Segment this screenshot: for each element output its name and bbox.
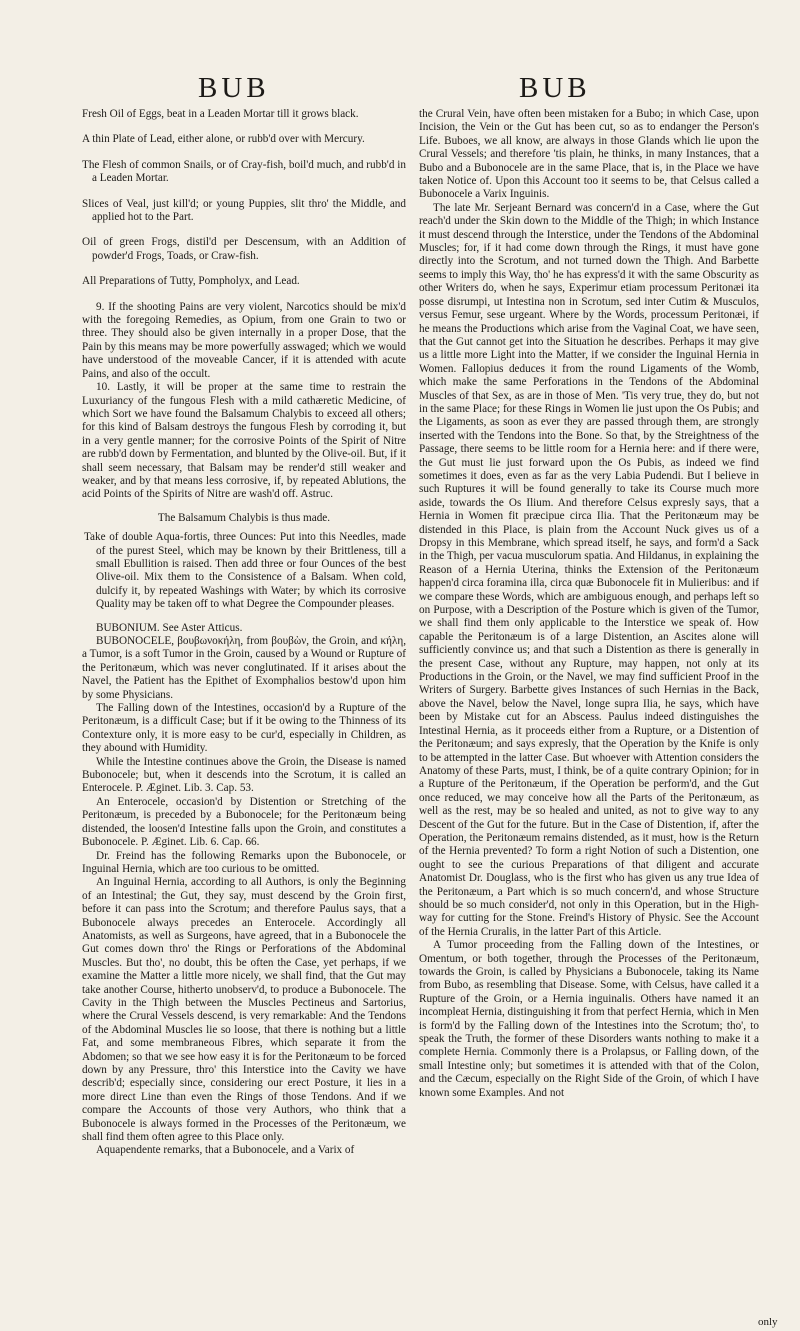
paragraph: Slices of Veal, just kill'd; or young Puppies, slit thro' the Middle, and applied hot to the Part. xyxy=(82,197,406,224)
entry-heading: BUBONIUM. See Aster Atticus. xyxy=(96,621,243,634)
paragraph: BUBONOCELE, βουβωνοκήλη, from βουβὼν, the Groin, and κήλη, a Tumor, is a soft Tumor in the Groin, caused by a Wound or Rupture of the Peritonæum, which was never conglutinated. If it arises about the Navel, the Patient has the Epithet of Exomphalios bestow'd upon him by some Physicians. xyxy=(82,635,406,701)
paragraph: The Falling down of the Intestines, occasion'd by a Rupture of the Peritonæum, is a difficult Case; but if it be owing to the Thinness of its Contexture only, it is more easy to be cur'd, especially in Children, as they abound with Humidity. xyxy=(82,702,406,755)
right-column xyxy=(419,108,759,1100)
recipe-text: Take of double Aqua-fortis, three Ounces: Put into this Needles, made of the purest Steel, which may be known by their Brittleness, till a small Ebullition is raised. Then add three or four Ounces of the best Olive-oil. Mix them to the Consistence of a Balsam. When cold, dulcify it, by repeated Washings with Water; by which its corrosive Quality may be taken off to what Degree the Compounder pleases. xyxy=(84,531,406,611)
paragraph: Oil of green Frogs, distil'd per Descensum, with an Addition of powder'd Frogs, Toads, or Craw-fish. xyxy=(82,236,406,262)
paragraph: All Preparations of Tutty, Pompholyx, and Lead. xyxy=(82,275,300,288)
header-right-word: BUB xyxy=(519,72,591,104)
running-header xyxy=(0,72,800,112)
paragraph: 9. If the shooting Pains are very violent, Narcotics should be mix'd with the foregoing Remedies, as Opium, from one Grain to two or three. They should also be given internally in a proper Dose, that the Pain by this means may be more powerfully asswaged; which we would have understood of the moveable Cancer, if it is attended with acute Pains, and also of the occult. xyxy=(82,300,406,380)
catchword: only xyxy=(758,1316,778,1328)
paragraph: While the Intestine continues above the Groin, the Disease is named Bubonocele; but, when it descends into the Scrotum, it is called an Enterocele. P. Æginet. Lib. 3. Cap. 53. xyxy=(82,755,406,795)
paragraph: the Crural Vein, have often been mistaken for a Bubo; in which Case, upon Incision, the Vein or the Gut has been cut, so as to endanger the Person's Life. Buboes, we all know, are always in those Glands which lie upon the Crural Vessels; and therefore 'tis plain, he thinks, in many Instances, that a Bubo and a Bubonocele are in the same Place, that is, in the Place we have taken Notice of. Upon this Account too it seems to be, that Celsus called a Bubonocele a Varix Inguinis. xyxy=(419,108,759,201)
paragraph: A thin Plate of Lead, either alone, or rubb'd over with Mercury. xyxy=(82,133,365,146)
paragraph: Dr. Freind has the following Remarks upon the Bubonocele, or Inguinal Hernia, which are too curious to be omitted. xyxy=(82,849,406,875)
paragraph: An Enterocele, occasion'd by Distention or Stretching of the Peritonæum, is preceded by a Bubonocele; for the Peritonæum being distended, the loosen'd Intestine falls upon the Groin, and constitutes a Bubonocele. P. Æginet. Lib. 6. Cap. 66. xyxy=(82,795,406,849)
paragraph: The late Mr. Serjeant Bernard was concern'd in a Case, where the Gut reach'd under the Skin down to the Middle of the Thigh; in which Instance it must descend through the Interstice, under the Tendons of the Abdominal Muscles; for, if it had come down through the Rings, it must have gone directly into the Scrotum, and not turned down the Thigh. And Barbette seems to imply this Way, tho' he has express'd it with the same Obscurity as other Writers do, when he says, Experimur etiam processum Peritonæi ita posse disrumpi, ut Intestina non in Scrotum, sed inter Cutim & Musculos, versus Femur, sese urgeant. Where by the Words, processum Peritonæi, if he means the Productions which arise from the Vaginal Coat, we have seen, that the Gut cannot get into the Situation he describes. Perhaps it may give us a little more Light into the Matter, if we consider the Inguinal Hernia in Women. Fallopius deduces it from the round Ligaments of the Womb, which make the same Perforations in the Tendons of the Abdominal Muscles of that Sex, as are in those of Men. 'Tis very true, they do, but not in the same Place; for these Rings in Women lie just upon the Os Pubis; and the Ligaments, as soon as ever they are passed through them, are strongly inserted with the Tendons into the Bone. So that, by the Streightness of the Passage, there seems to be little room for a Hernia here: and if there were, the Gut must lie just forward upon the Os Pubis, as indeed we find sometimes it does, even as far as the very Labia Pudendi. But I believe in such Ruptures it will be found generally to take its Course much more aside, towards the Os Ilium. And therefore Celsus expresly says, that a Hernia in Women fit præcipue circa Ilia. That the Peritonæum may be distended in this Place, is plain from the Account Nuck gives us of a Dropsy in this Membrane, which spread itself, he says, and form'd a Sack in the Thigh, per vacua musculorum spatia. And Hildanus, in explaining the Reason of a Hernia Uterina, thinks the Extension of the Peritonæum happen'd circa foramina illa, circa quæ Bubonocele fit in Mulieribus: and if we compare these Words, which are ambiguous enough, and perhaps left so on Purpose, with a Description of the Posture which is given of the Tumor, we shall find them only applicable to the Interstice we speak of. How capable the Peritonæum is of a large Distention, an Ascites alone will sufficiently convince us; and that such a Distention as there is generally in the present Case, without any Rupture, may happen, not only at its Productions in the Groin, or the Navel, we may find sufficient Proof in the Writers of Surgery. Barbette gives Instances of such Hernias in the Back, above the Navel, below the Navel, longe supra Ilia, he says, which have been by Mistake cut for an Abscess. Paulus indeed distinguishes the Intestinal Hernia, as it proceeds either from a Rupture, or a Distention of the Peritonæum; and says expresly, that the Operation by the Knife is only to be attempted in the latter Case. But whoever with Attention considers the Anatomy of these Parts, must, I think, be of a quite contrary Opinion; for in a Rupture of the Peritonæum, if the Operation be perform'd, and the Gut once reduced, we may conceive how all the Parts of the Peritonæum, as well as the rest, may be so healed and united, as not to give way to any Descent of the Gut for the future. But in the Case of Distention, if, after the Operation, the Peritonæum remains distended, as it must, how is the Return of the Hernia prevented? To form a right Notion of such a Distention, one ought to see the curious Preparations of that diligent and accurate Anatomist Dr. Douglass, who is the first who has given us any true Idea of the Peritonæum, a Part which is so much concern'd, and whose Structure should be so much consider'd, not only in this Operation, but in the High-way for cutting for the Stone. Freind's History of Physic. See the Account of the Hernia Cruralis, in the latter Part of this Article. xyxy=(419,201,759,938)
paragraph: The Flesh of common Snails, or of Cray-fish, boil'd much, and rubb'd in a Leaden Mortar. xyxy=(82,158,406,185)
paragraph: An Inguinal Hernia, according to all Authors, is only the Beginning of an Intestinal; the Gut, they say, must descend by the Groin first, before it can pass into the Scrotum; and therefore Paulus says, that a Bubonocele always precedes an Enterocele. Accordingly all Anatomists, as well as Surgeons, have agreed, that in a Bubonocele the Gut comes down thro' the Rings or Perforations of the Abdominal Muscles. But tho', no doubt, this be often the Case, yet perhaps, if we examine the Matter a little more nicely, we shall find, that the Gut may take another Course, hitherto unobserv'd, to produce a Bubonocele. The Cavity in the Thigh between the Muscles Pectineus and Sartorius, where the Crural Vessels descend, is very remarkable: And the Tendons of the Abdominal Muscles lie so loose, that there is nothing but a little Fat, and some membraneous Fibres, which separate it from the Abdomen; so that we see how easy it is for the Peritonæum to be forced down by any Pressure, thro' this Interstice into the Cavity we have describ'd; especially since, considering our erect Posture, it lies in a more direct Line than even the Rings of those Tendons. And if we compare the Accounts of those very Authors, who think that a Bubonocele is always formed in the Processes of the Peritonæum, we shall find them often agree to this Place only. xyxy=(82,876,406,1144)
paragraph: Aquapendente remarks, that a Bubonocele, and a Varix of xyxy=(96,1144,355,1157)
header-left-word: BUB xyxy=(198,72,270,104)
paragraph: A Tumor proceeding from the Falling down of the Intestines, or Omentum, or both together, through the Processes of the Peritonæum, towards the Groin, is called by Physicians a Bubonocele, taking its Name from Bubo, as resembling that Disease. Some, with Celsus, have called it a Rupture of the Groin, or a Hernia inguinalis. Others have named it an incompleat Hernia, distinguishing it from that perfect Hernia, which in Men is form'd by the Falling down of the Intestines into the Scrotum; tho', to speak the Truth, the former of these Disorders wants nothing to make it a complete Hernia. Commonly there is a Prolapsus, or Falling down, of the small Intestine only; but sometimes it is attended with that of the Colon, and the Cæcum, especially on the Right Side of the Groin, of which I have known some Examples. And not xyxy=(419,939,759,1099)
section-heading: The Balsamum Chalybis is thus made. xyxy=(157,511,331,524)
paragraph: 10. Lastly, it will be proper at the same time to restrain the Luxuriancy of the fungous Flesh with a mild cathæretic Medicine, of which Sort we have found the Balsamum Chalybis to exceed all others; for this kind of Balsam destroys the fungous Flesh by corroding it, but in a very gentle manner; for the corrosive Points of the Spirit of Nitre are rubb'd down by Fermentation, and blunted by the Olive-oil. But, if it shall seem necessary, that Balsam may be render'd still weaker and weaker, and by that means less corrosive, if, by repeated Ablutions, the acid Points of the Spirits of Nitre are wash'd off. Astruc. xyxy=(82,381,406,501)
left-column xyxy=(82,108,406,1158)
paragraph: Fresh Oil of Eggs, beat in a Leaden Mortar till it grows black. xyxy=(82,108,359,120)
